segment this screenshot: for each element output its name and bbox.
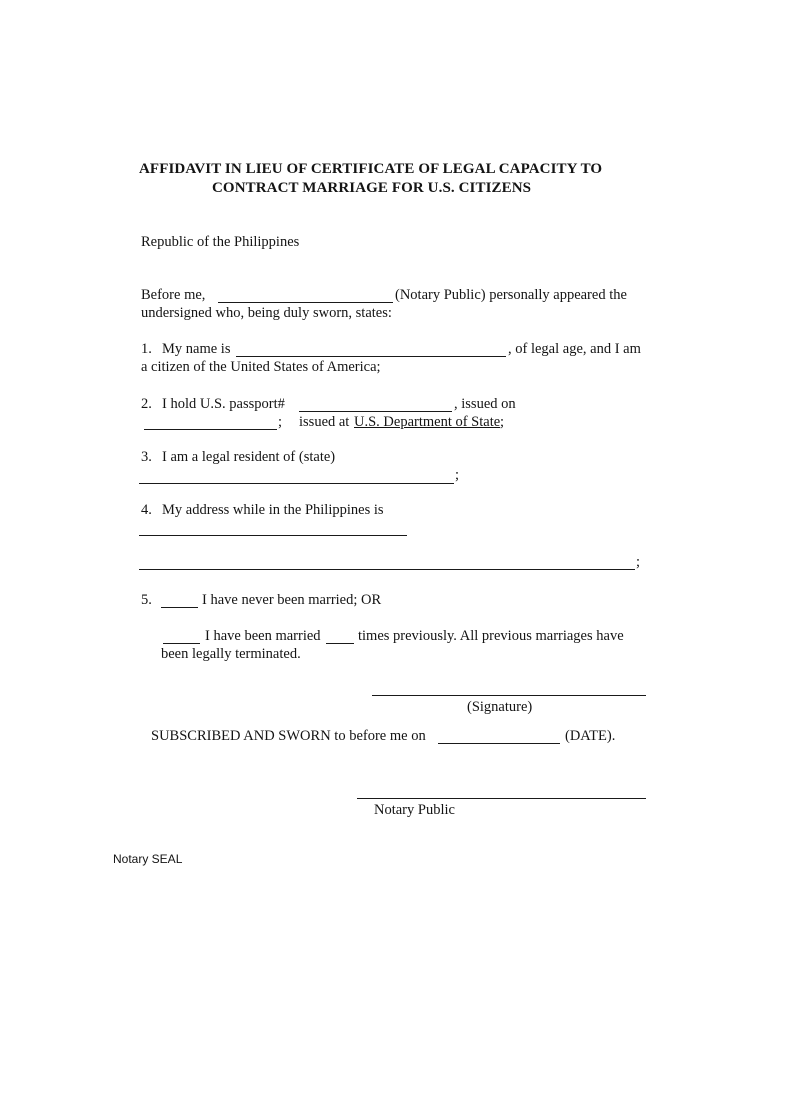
venue-text: Republic of the Philippines	[141, 234, 300, 250]
item-2-tail: , issued on	[454, 396, 516, 412]
notary-label: Notary Public	[374, 802, 455, 818]
item-3-end: ;	[455, 467, 460, 483]
item-4-end: ;	[636, 554, 641, 570]
notary-seal-label: Notary SEAL	[113, 852, 183, 866]
item-3-number: 3.	[141, 449, 152, 465]
notary-signature-line[interactable]	[357, 798, 646, 799]
item-1-tail: , of legal age, and I am	[508, 341, 641, 357]
intro-notary-appeared: (Notary Public) personally appeared the	[395, 287, 627, 303]
previously-married-checkbox-blank[interactable]	[163, 643, 200, 644]
item-1-number: 1.	[141, 341, 152, 357]
item-2-end: ;	[500, 414, 505, 430]
issuing-agency: U.S. Department of State	[354, 414, 501, 430]
passport-issue-date-blank[interactable]	[144, 429, 277, 430]
name-blank[interactable]	[236, 356, 506, 357]
never-married-checkbox-blank[interactable]	[161, 607, 198, 608]
item-2-number: 2.	[141, 396, 152, 412]
item-1-line-2: a citizen of the United States of America;	[141, 359, 381, 375]
option-never-married: I have never been married; OR	[202, 592, 382, 608]
signature-label: (Signature)	[467, 699, 533, 715]
option-previously-married-line-2: been legally terminated.	[161, 646, 301, 662]
document-title-line-1: AFFIDAVIT IN LIEU OF CERTIFICATE OF LEGAL CAPACITY TO	[139, 161, 603, 177]
item-5-number: 5.	[141, 592, 152, 608]
signature-line[interactable]	[372, 695, 646, 696]
philippine-address-blank-line-2[interactable]	[139, 569, 635, 570]
option-previously-married-lead: I have been married	[205, 628, 321, 644]
item-3-lead: I am a legal resident of (state)	[162, 449, 336, 465]
state-of-residence-blank[interactable]	[139, 483, 454, 484]
item-4-number: 4.	[141, 502, 152, 518]
notary-name-blank[interactable]	[218, 302, 393, 303]
option-previously-married-tail: times previously. All previous marriages have	[358, 628, 624, 644]
item-2-lead: I hold U.S. passport#	[162, 396, 285, 412]
item-2-issued-at: issued at	[299, 414, 350, 430]
item-2-semicolon: ;	[278, 414, 283, 430]
intro-before-me: Before me,	[141, 287, 206, 303]
intro-line-2: undersigned who, being duly sworn, states:	[141, 305, 392, 321]
item-4-lead: My address while in the Philippines is	[162, 502, 384, 518]
subscribed-tail: (DATE).	[565, 728, 616, 744]
philippine-address-blank-line-1[interactable]	[139, 535, 407, 536]
times-married-blank[interactable]	[326, 643, 354, 644]
passport-number-blank[interactable]	[299, 411, 452, 412]
subscribed-lead: SUBSCRIBED AND SWORN to before me on	[151, 728, 426, 744]
sworn-date-blank[interactable]	[438, 743, 560, 744]
item-1-lead: My name is	[162, 341, 231, 357]
document-title-line-2: CONTRACT MARRIAGE FOR U.S. CITIZENS	[212, 180, 532, 196]
